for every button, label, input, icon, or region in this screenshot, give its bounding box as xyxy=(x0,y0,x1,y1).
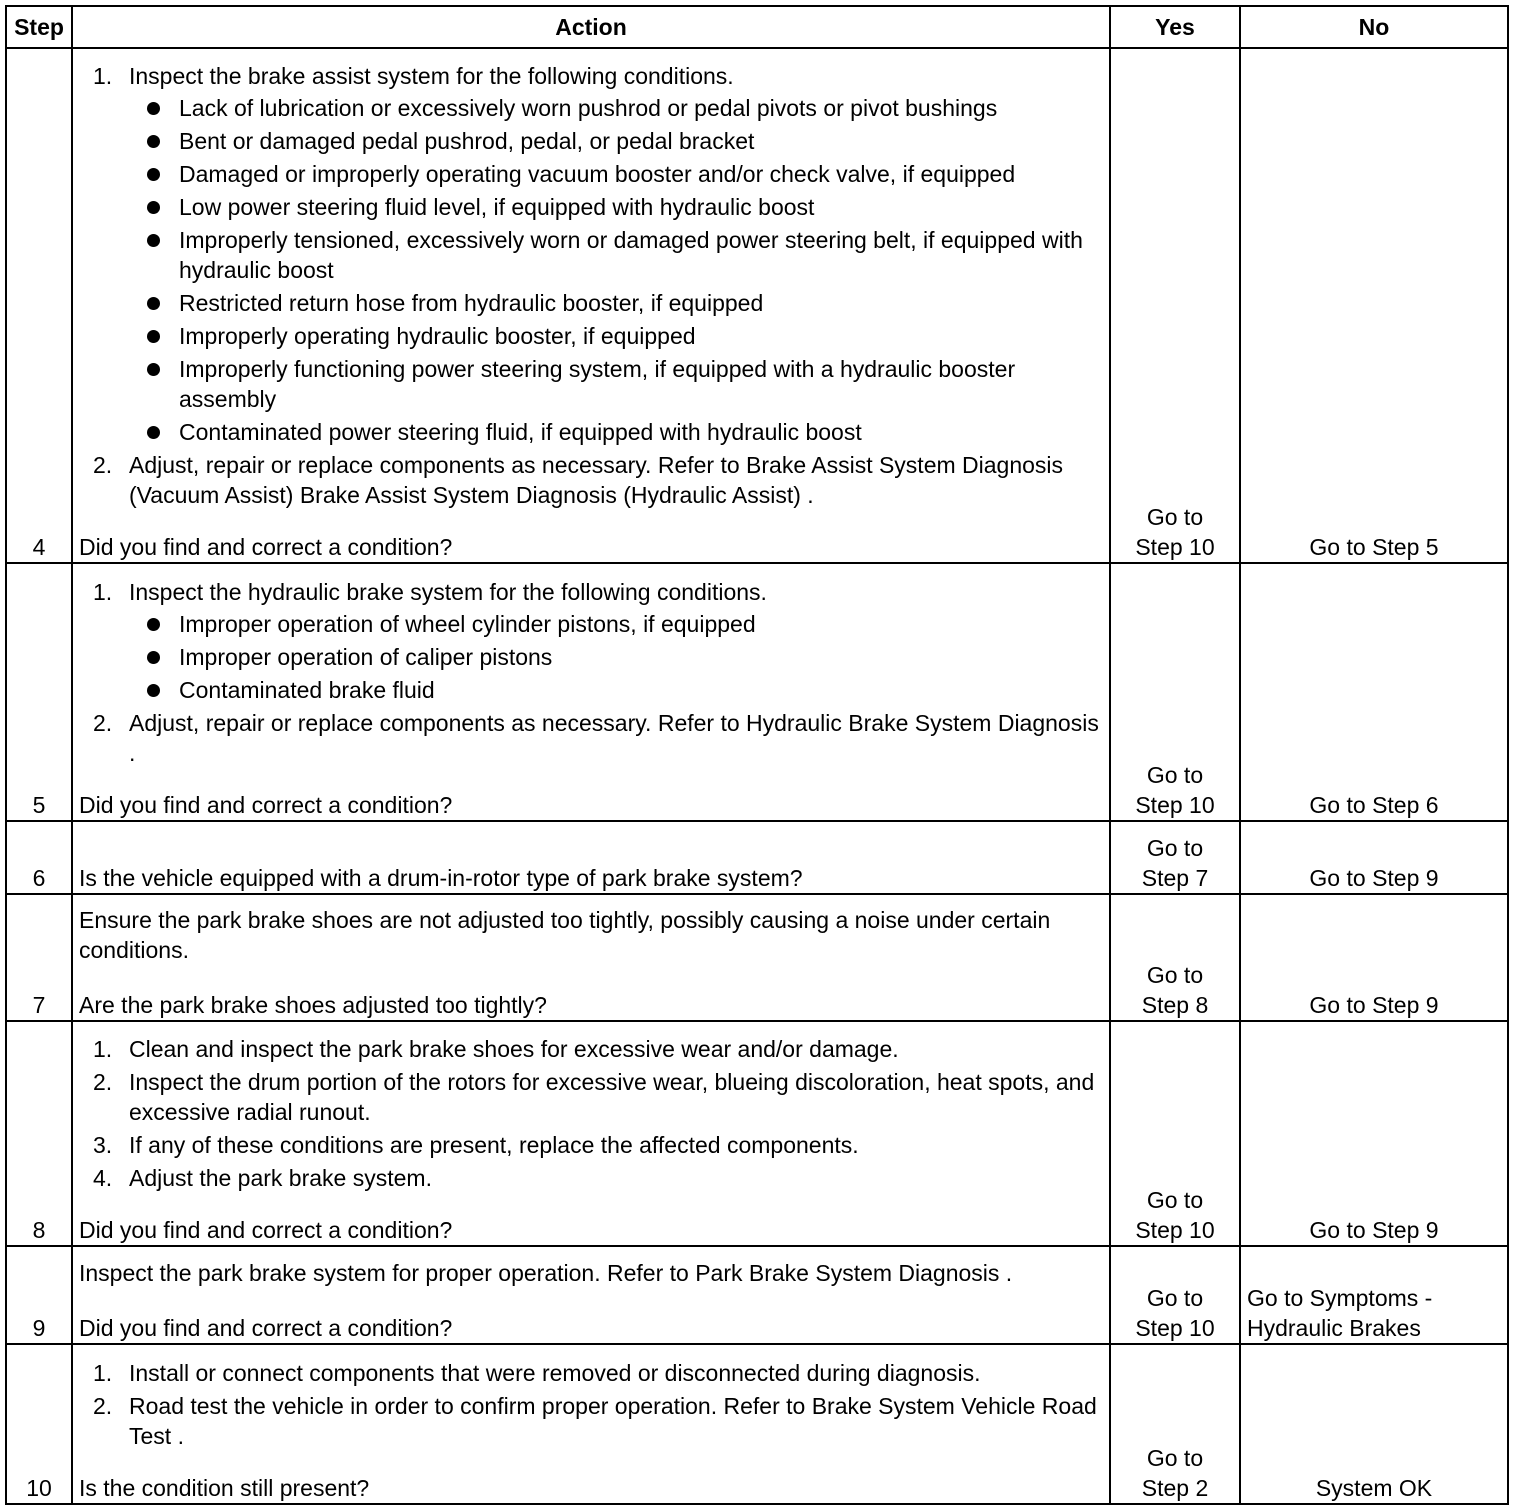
yes-cell: Go to Step 10 xyxy=(1110,563,1240,821)
yes-cell: Go to Step 8 xyxy=(1110,894,1240,1021)
diagnostic-table xyxy=(5,5,1509,1505)
bullet-item: Restricted return hose from hydraulic booster, if equipped xyxy=(129,288,1103,318)
question-text: Is the condition still present? xyxy=(79,1475,370,1501)
bullet-item: Lack of lubrication or excessively worn pushrod or pedal pivots or pivot bushings xyxy=(129,93,1103,123)
bullet-item: Contaminated brake fluid xyxy=(129,675,1103,705)
no-cell: Go to Step 9 xyxy=(1240,894,1508,1021)
action-text: Inspect the park brake system for proper operation. Refer to Park Brake System Diagnosis . xyxy=(79,1260,1013,1286)
action-text: Is the vehicle equipped with a drum-in-rotor type of park brake system? xyxy=(79,865,803,891)
header-no: No xyxy=(1240,6,1508,48)
list-item: 2. Adjust, repair or replace components as necessary. Refer to Hydraulic Brake System Diagnosis . xyxy=(93,710,1099,766)
header-yes: Yes xyxy=(1110,6,1240,48)
yes-cell: Go to Step 10 xyxy=(1110,48,1240,563)
action-cell xyxy=(72,1344,1110,1504)
action-cell xyxy=(72,48,1110,563)
bullet-item: Improper operation of wheel cylinder pistons, if equipped xyxy=(129,609,1103,639)
bullet-item: Improperly tensioned, excessively worn or damaged power steering belt, if equipped with hydraulic boost xyxy=(129,225,1103,285)
step-list xyxy=(79,61,1103,510)
table-row xyxy=(6,1344,1508,1504)
bullet-item: Low power steering fluid level, if equipped with hydraulic boost xyxy=(129,192,1103,222)
action-cell xyxy=(72,894,1110,1021)
action-text: Ensure the park brake shoes are not adjusted too tightly, possibly causing a noise under certain conditions. xyxy=(79,907,1051,963)
step-list xyxy=(79,1358,1103,1451)
yes-cell: Go to Step 7 xyxy=(1110,821,1240,894)
yes-cell: Go to Step 2 xyxy=(1110,1344,1240,1504)
yes-cell: Go to Step 10 xyxy=(1110,1021,1240,1246)
question-text: Did you find and correct a condition? xyxy=(79,1217,453,1243)
no-cell: Go to Step 9 xyxy=(1240,1021,1508,1246)
step-number: 9 xyxy=(6,1246,72,1344)
bullet-item: Improper operation of caliper pistons xyxy=(129,642,1103,672)
action-cell xyxy=(72,1246,1110,1344)
question-text: Did you find and correct a condition? xyxy=(79,792,453,818)
step-number: 4 xyxy=(6,48,72,563)
list-item: 1. Inspect the hydraulic brake system for the following conditions. Improper operation of wheel cylinder pistons, if equipped Improper operation of caliper pistons Contaminated brake fluid xyxy=(79,577,1103,705)
bullet-item: Contaminated power steering fluid, if equipped with hydraulic boost xyxy=(129,417,1103,447)
step-number: 7 xyxy=(6,894,72,1021)
step-number: 6 xyxy=(6,821,72,894)
bullet-list xyxy=(129,93,1103,447)
step-list xyxy=(79,1034,1103,1193)
header-action: Action xyxy=(72,6,1110,48)
step-number: 8 xyxy=(6,1021,72,1246)
step-number: 5 xyxy=(6,563,72,821)
no-cell: Go to Step 9 xyxy=(1240,821,1508,894)
action-cell xyxy=(72,821,1110,894)
no-cell: System OK xyxy=(1240,1344,1508,1504)
yes-cell: Go to Step 10 xyxy=(1110,1246,1240,1344)
table-row xyxy=(6,821,1508,894)
question-text: Are the park brake shoes adjusted too tightly? xyxy=(79,992,547,1018)
question-text: Did you find and correct a condition? xyxy=(79,534,453,560)
list-item: 1. Install or connect components that were removed or disconnected during diagnosis. xyxy=(93,1360,981,1386)
no-cell: Go to Step 6 xyxy=(1240,563,1508,821)
table-row xyxy=(6,48,1508,563)
list-item: 1. Inspect the brake assist system for the following conditions. Lack of lubrication or excessively worn pushrod or pedal pivots or pivot bushings Bent or damaged pedal pushrod, pedal, or pedal bracket Damaged or improperly operating vacuum booster and/or check valve, if equipped Low power steering fluid level, if equipped with hydraulic boost Improperly tensioned, excessively worn or damaged power steering belt, if equipped with hydraulic boost Restricted return hose from hydraulic booster, if equipped Improperly operating hydraulic booster, if equipped Improperly functioning power steering system, if equipped with a hydraulic booster assembly Contaminated power steering fluid, if equipped with hydraulic boost xyxy=(79,61,1103,447)
bullet-item: Improperly operating hydraulic booster, if equipped xyxy=(129,321,1103,351)
list-item: 3. If any of these conditions are present, replace the affected components. xyxy=(93,1132,859,1158)
bullet-item: Damaged or improperly operating vacuum booster and/or check valve, if equipped xyxy=(129,159,1103,189)
header-row xyxy=(6,6,1508,48)
list-item: 2. Inspect the drum portion of the rotors for excessive wear, blueing discoloration, heat spots, and excessive radial runout. xyxy=(93,1069,1095,1125)
list-item: 2. Adjust, repair or replace components as necessary. Refer to Brake Assist System Diagnosis (Vacuum Assist) Brake Assist System Diagnosis (Hydraulic Assist) . xyxy=(93,452,1064,508)
question-text: Did you find and correct a condition? xyxy=(79,1315,453,1341)
bullet-list xyxy=(129,609,1103,705)
step-list xyxy=(79,577,1103,768)
table-row xyxy=(6,563,1508,821)
list-item: 4. Adjust the park brake system. xyxy=(93,1165,432,1191)
no-cell: Go to Step 5 xyxy=(1240,48,1508,563)
bullet-item: Improperly functioning power steering system, if equipped with a hydraulic booster assembly xyxy=(129,354,1103,414)
step-number: 10 xyxy=(6,1344,72,1504)
list-item: 1. Clean and inspect the park brake shoes for excessive wear and/or damage. xyxy=(93,1036,899,1062)
no-cell: Go to Symptoms - Hydraulic Brakes xyxy=(1240,1246,1508,1344)
header-step: Step xyxy=(6,6,72,48)
table-row xyxy=(6,1021,1508,1246)
list-item: 2. Road test the vehicle in order to confirm proper operation. Refer to Brake System Vehicle Road Test . xyxy=(93,1393,1097,1449)
bullet-item: Bent or damaged pedal pushrod, pedal, or pedal bracket xyxy=(129,126,1103,156)
action-cell xyxy=(72,1021,1110,1246)
table-row xyxy=(6,894,1508,1021)
action-cell xyxy=(72,563,1110,821)
table-row xyxy=(6,1246,1508,1344)
